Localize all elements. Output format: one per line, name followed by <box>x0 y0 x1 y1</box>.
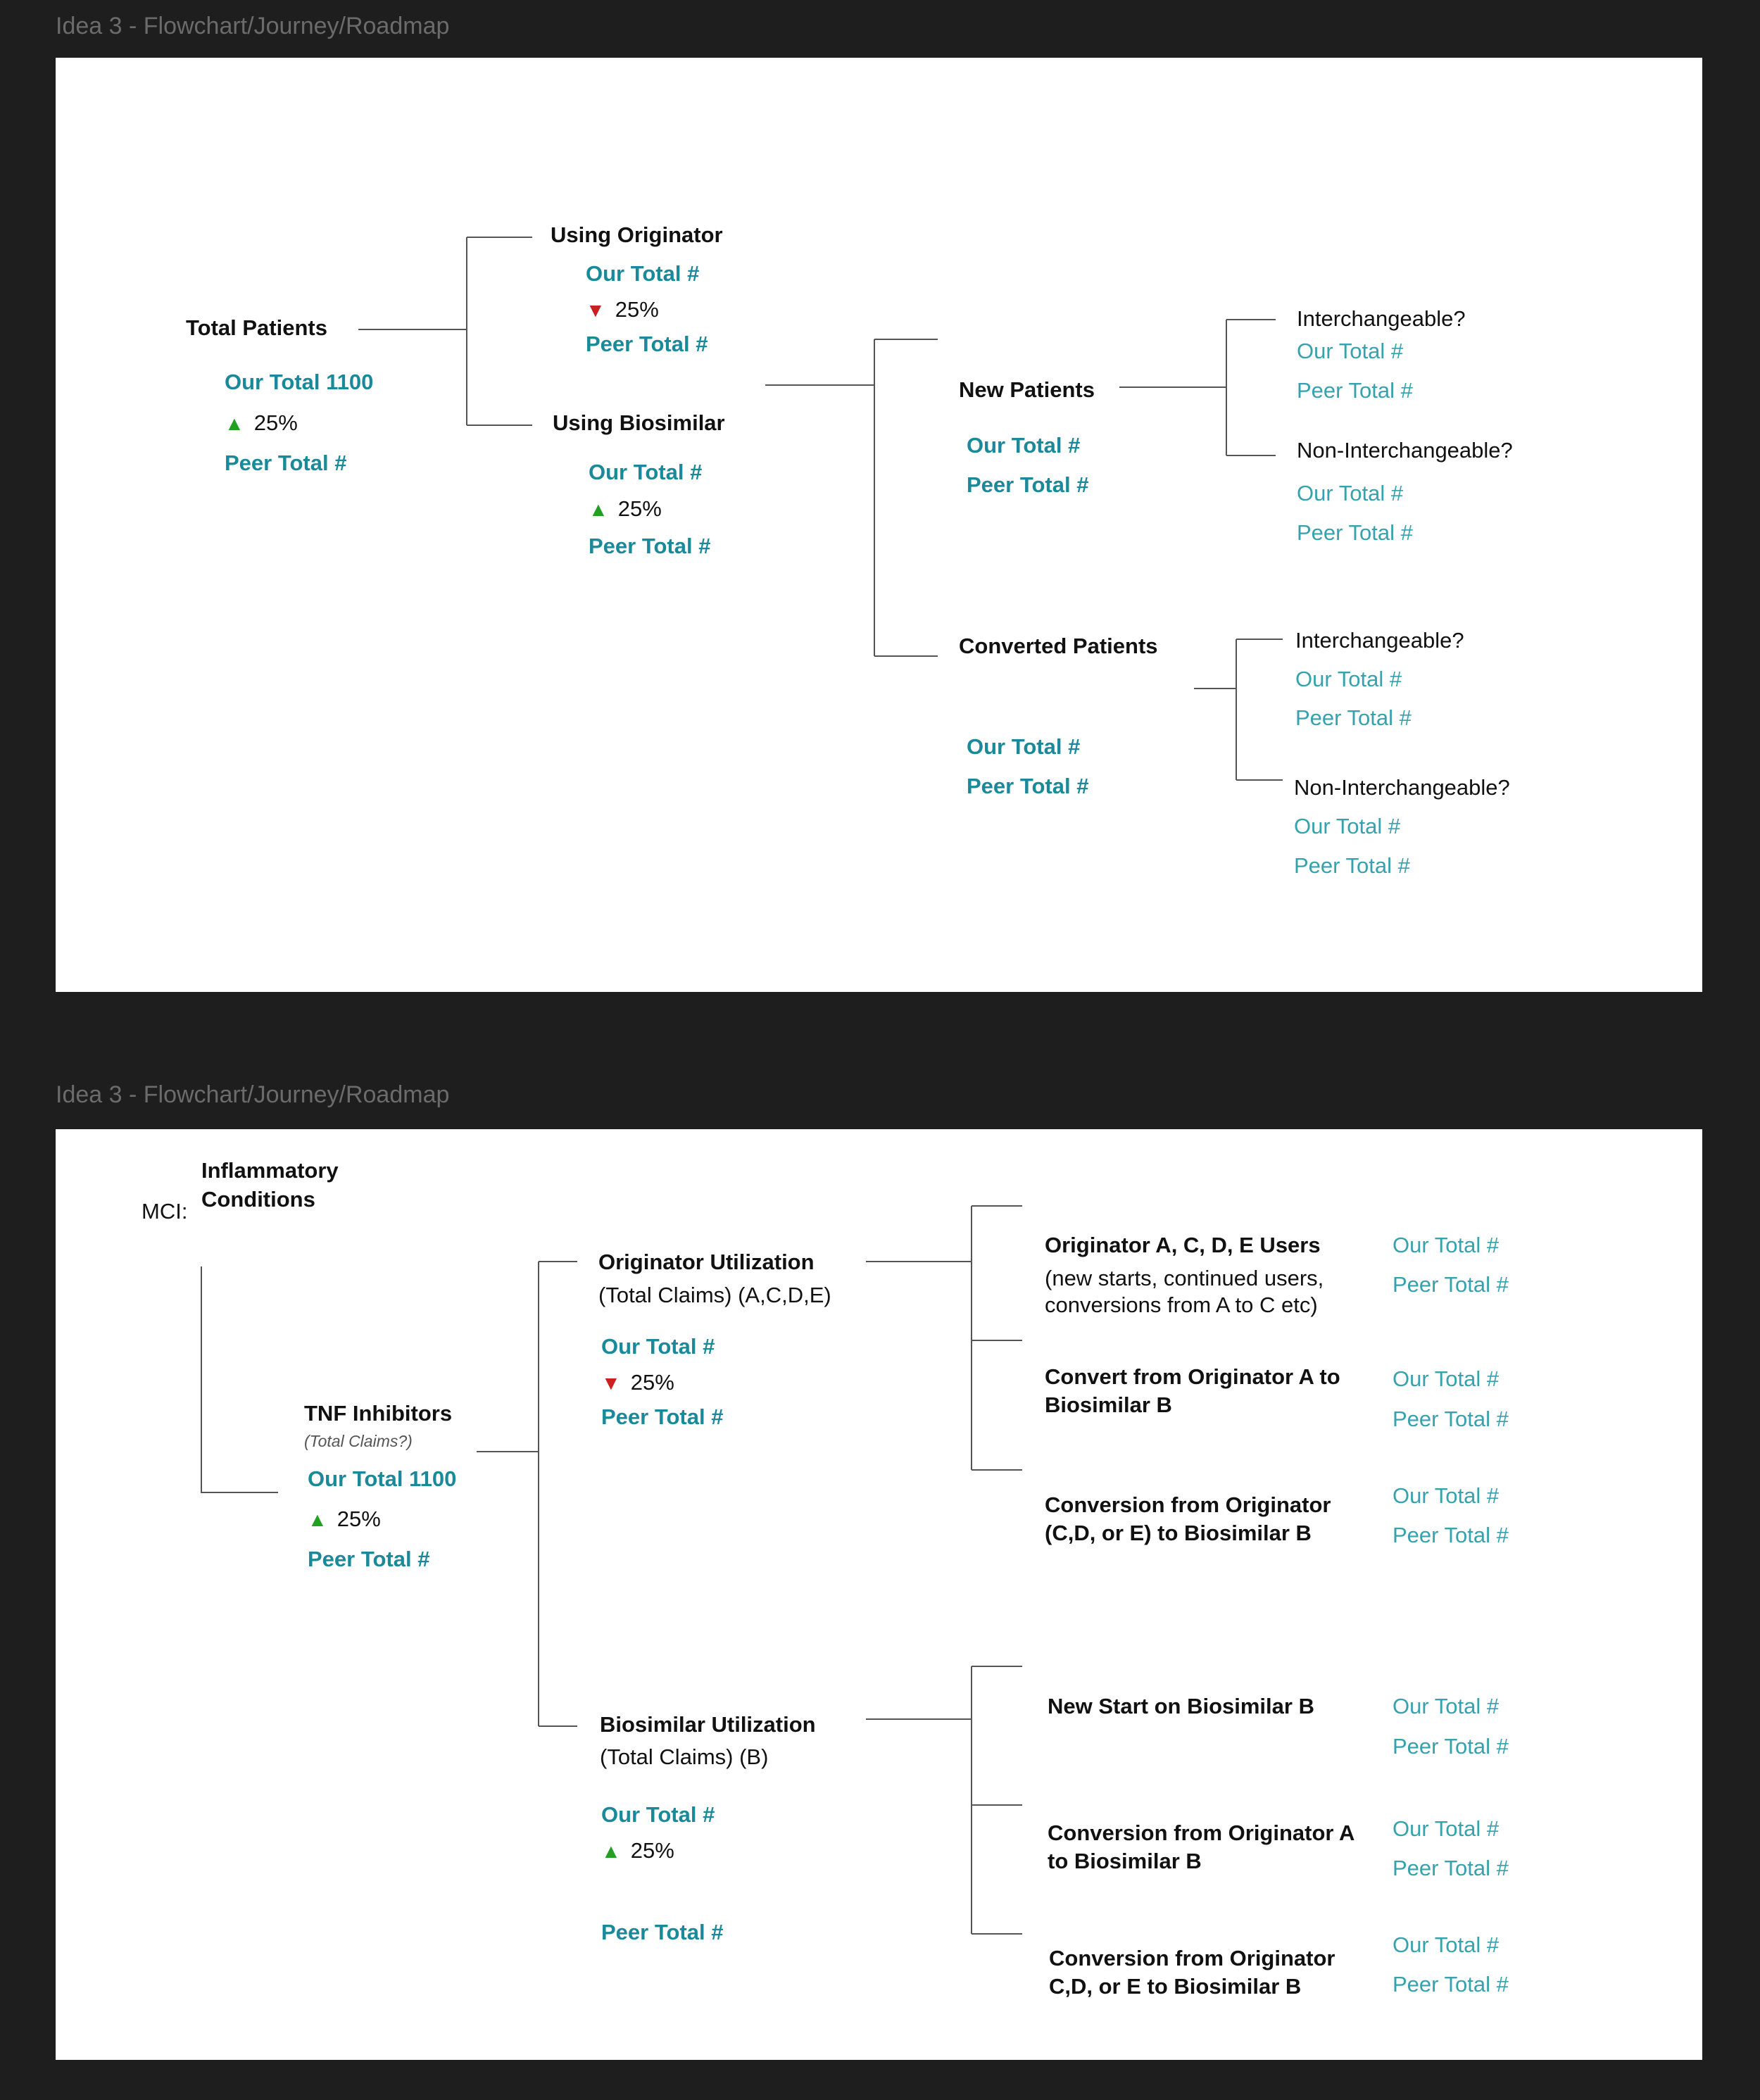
leaf-peer-total: Peer Total # <box>1393 1734 1509 1759</box>
leaf-label: Conversion from Originator (C,D, or E) to Biosimilar B <box>1045 1492 1331 1545</box>
frame-title: Idea 3 - Flowchart/Journey/Roadmap <box>56 13 450 39</box>
leaf-label: Conversion from Originator C,D, or E to Biosimilar B <box>1049 1946 1335 1999</box>
flowchart-frame-patients <box>56 58 1702 992</box>
originator-utilization-change: ▼ 25% <box>601 1370 674 1395</box>
tnf-inhibitors-subtitle: (Total Claims?) <box>304 1432 413 1450</box>
converted-patients-label: Converted Patients <box>959 634 1158 658</box>
leaf-our-total: Our Total # <box>1393 1233 1500 1257</box>
leaf-our-total: Our Total # <box>1393 1483 1500 1508</box>
biosimilar-utilization-our-total: Our Total # <box>601 1802 715 1827</box>
connector-lines <box>56 58 1702 992</box>
leaf-peer-total: Peer Total # <box>1393 1407 1509 1431</box>
leaf-label: New Start on Biosimilar B <box>1048 1694 1314 1718</box>
new-patients-peer-total: Peer Total # <box>967 472 1089 497</box>
new-non-interchangeable-our-total: Our Total # <box>1297 481 1404 505</box>
using-originator-our-total: Our Total # <box>586 261 700 286</box>
originator-utilization-peer-total: Peer Total # <box>601 1404 724 1429</box>
frame-title: Idea 3 - Flowchart/Journey/Roadmap <box>56 1081 450 1108</box>
originator-utilization-label: Originator Utilization <box>598 1250 815 1274</box>
converted-interchangeable-our-total: Our Total # <box>1295 667 1402 691</box>
triangle-down-icon: ▼ <box>601 1372 621 1394</box>
triangle-down-icon: ▼ <box>586 299 605 321</box>
converted-non-interchangeable-peer-total: Peer Total # <box>1294 853 1410 878</box>
biosimilar-utilization-peer-total: Peer Total # <box>601 1920 724 1944</box>
leaf-peer-total: Peer Total # <box>1393 1972 1509 1997</box>
converted-non-interchangeable-label: Non-Interchangeable? <box>1294 775 1510 800</box>
using-biosimilar-label: Using Biosimilar <box>553 410 725 435</box>
total-patients-change: ▲ 25% <box>225 410 298 435</box>
leaf-our-total: Our Total # <box>1393 1694 1500 1718</box>
new-non-interchangeable-peer-total: Peer Total # <box>1297 520 1413 545</box>
total-patients-our-total: Our Total 1100 <box>225 370 374 394</box>
total-patients-peer-total: Peer Total # <box>225 451 347 475</box>
leaf-label: Conversion from Originator A to Biosimilar B <box>1048 1821 1354 1873</box>
using-originator-change: ▼ 25% <box>586 297 659 322</box>
converted-patients-peer-total: Peer Total # <box>967 774 1089 798</box>
leaf-detail: (new starts, continued users, conversions from A to C etc) <box>1045 1266 1324 1317</box>
converted-interchangeable-label: Interchangeable? <box>1295 628 1464 653</box>
triangle-up-icon: ▲ <box>225 413 244 434</box>
tnf-inhibitors-change: ▲ 25% <box>308 1507 381 1531</box>
new-interchangeable-label: Interchangeable? <box>1297 306 1466 331</box>
converted-patients-our-total: Our Total # <box>967 734 1081 759</box>
flowchart-frame-mci <box>56 1129 1702 2060</box>
using-originator-label: Using Originator <box>551 222 723 247</box>
converted-interchangeable-peer-total: Peer Total # <box>1295 705 1412 730</box>
new-interchangeable-our-total: Our Total # <box>1297 339 1404 363</box>
mci-title: Inflammatory Conditions <box>201 1158 339 1212</box>
total-patients-label: Total Patients <box>186 315 327 340</box>
tnf-inhibitors-label: TNF Inhibitors <box>304 1401 453 1426</box>
new-patients-label: New Patients <box>959 377 1095 402</box>
leaf-our-total: Our Total # <box>1393 1932 1500 1957</box>
mci-prefix: MCI: <box>142 1199 188 1224</box>
leaf-our-total: Our Total # <box>1393 1816 1500 1841</box>
tnf-inhibitors-our-total: Our Total 1100 <box>308 1466 457 1491</box>
new-non-interchangeable-label: Non-Interchangeable? <box>1297 438 1513 463</box>
originator-utilization-subtitle: (Total Claims) (A,C,D,E) <box>598 1283 831 1307</box>
leaf-label: Originator A, C, D, E Users <box>1045 1233 1321 1257</box>
using-biosimilar-peer-total: Peer Total # <box>589 534 711 558</box>
triangle-up-icon: ▲ <box>308 1509 327 1530</box>
triangle-up-icon: ▲ <box>589 498 608 520</box>
new-interchangeable-peer-total: Peer Total # <box>1297 378 1413 403</box>
converted-non-interchangeable-our-total: Our Total # <box>1294 814 1401 838</box>
biosimilar-utilization-change: ▲ 25% <box>601 1838 674 1863</box>
using-biosimilar-our-total: Our Total # <box>589 460 703 484</box>
leaf-our-total: Our Total # <box>1393 1366 1500 1391</box>
triangle-up-icon: ▲ <box>601 1840 621 1862</box>
leaf-peer-total: Peer Total # <box>1393 1272 1509 1297</box>
connector-lines <box>56 1129 1702 2060</box>
tnf-inhibitors-peer-total: Peer Total # <box>308 1547 430 1571</box>
leaf-label: Convert from Originator A to Biosimilar B <box>1045 1364 1340 1417</box>
leaf-peer-total: Peer Total # <box>1393 1523 1509 1547</box>
new-patients-our-total: Our Total # <box>967 433 1081 458</box>
using-originator-peer-total: Peer Total # <box>586 332 708 356</box>
biosimilar-utilization-label: Biosimilar Utilization <box>600 1712 816 1737</box>
using-biosimilar-change: ▲ 25% <box>589 496 662 521</box>
originator-utilization-our-total: Our Total # <box>601 1334 715 1359</box>
biosimilar-utilization-subtitle: (Total Claims) (B) <box>600 1744 769 1769</box>
leaf-peer-total: Peer Total # <box>1393 1856 1509 1880</box>
